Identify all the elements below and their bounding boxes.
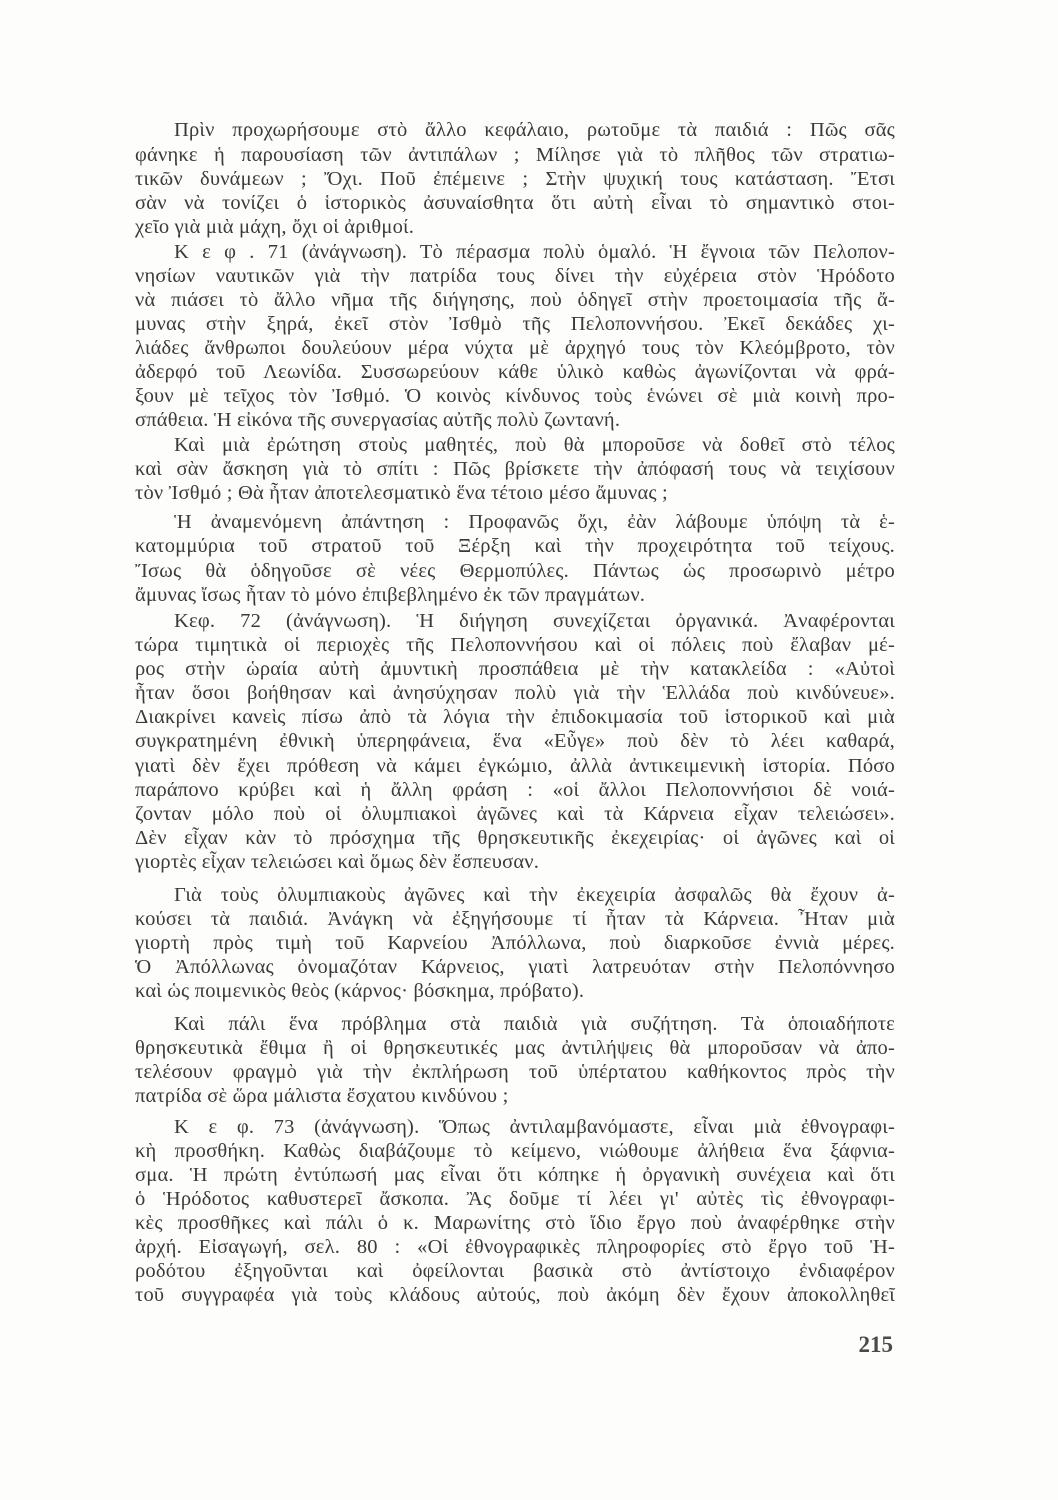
text-line: Διακρίνει κανεὶς πίσω ἀπὸ τὰ λόγια τὴν ἐπιδοκιμασία τοῦ ἱστορικοῦ καὶ μιὰ — [135, 706, 895, 728]
text-line: Καὶ πάλι ἕνα πρόβλημα στὰ παιδιὰ γιὰ συζήτηση. Τὰ ὁποιαδήποτε — [174, 1013, 895, 1035]
text-line: καὶ σὰν ἄσκηση γιὰ τὸ σπίτι : Πῶς βρίσκετε τὴν ἀπόφασή τους νὰ τειχίσουν — [135, 458, 895, 480]
page-number: 215 — [858, 1332, 893, 1357]
text-line: λιάδες ἄνθρωποι δουλεύουν μέρα νύχτα μὲ ἀρχηγό τους τὸν Κλεόμβροτο, τὸν — [135, 337, 895, 359]
text-line: τὸν Ἰσθμό ; Θὰ ἦταν ἀποτελεσματικὸ ἕνα τέτοιο μέσο ἄμυνας ; — [135, 482, 668, 504]
text-line: γιορτὴ πρὸς τιμὴ τοῦ Καρνείου Ἀπόλλωνα, ποὺ διαρκοῦσε ἐννιὰ μέρες. — [135, 932, 895, 954]
text-line: τώρα τιμητικὰ οἱ περιοχὲς τῆς Πελοποννήσου καὶ οἱ πόλεις ποὺ ἔλαβαν μέ- — [135, 634, 895, 656]
text-line: κὴ προσθήκη. Καθὼς διαβάζουμε τὸ κείμενο, νιώθουμε ἀλήθεια ἕνα ξάφνια- — [135, 1140, 895, 1162]
text-line: ζονταν μόλο ποὺ οἱ ὀλυμπιακοὶ ἀγῶνες καὶ τὰ Κάρνεια εἶχαν τελειώσει». — [135, 803, 895, 825]
text-line: σπάθεια. Ἡ εἰκόνα τῆς συνεργασίας αὐτῆς πολὺ ζωντανή. — [135, 409, 621, 431]
text-line: μυνας στὴν ξηρά, ἐκεῖ στὸν Ἰσθμὸ τῆς Πελοποννήσου. Ἐκεῖ δεκάδες χι- — [135, 313, 895, 335]
text-line: Γιὰ τοὺς ὀλυμπιακοὺς ἀγῶνες καὶ τὴν ἐκεχειρία ἀσφαλῶς θὰ ἔχουν ἀ- — [174, 884, 895, 906]
text-line: Ἡ ἀναμενόμενη ἀπάντηση : Προφανῶς ὄχι, ἐὰν λάβουμε ὑπόψη τὰ ἑ- — [174, 511, 895, 533]
text-line: ἀρχή. Εἰσαγωγή, σελ. 80 : «Οἱ ἐθνογραφικὲς πληροφορίες στὸ ἔργο τοῦ Ἡ- — [135, 1236, 895, 1258]
text-line: Κεφ. 72 (ἀνάγνωση). Ἡ διήγηση συνεχίζεται ὀργανικά. Ἀναφέρονται — [174, 610, 895, 632]
text-line: Κ ε φ. 73 (ἀνάγνωση). Ὅπως ἀντιλαμβανόμαστε, εἶναι μιὰ ἐθνογραφι- — [174, 1116, 895, 1138]
text-line: Κ ε φ . 71 (ἀνάγνωση). Τὸ πέρασμα πολὺ ὁμαλό. Ἡ ἔγνοια τῶν Πελοπον- — [174, 241, 895, 263]
text-line: χεῖο γιὰ μιὰ μάχη, ὄχι οἱ ἀριθμοί. — [135, 216, 415, 238]
text-line: νησίων ναυτικῶν γιὰ τὴν πατρίδα τους δίνει τὴν εὐχέρεια στὸν Ἡρόδοτο — [135, 265, 895, 287]
text-line: ὁ Ἡρόδοτος καθυστερεῖ ἄσκοπα. Ἂς δοῦμε τί λέει γι' αὐτὲς τὶς ἐθνογραφι- — [135, 1188, 895, 1210]
text-line: ἀδερφό τοῦ Λεωνίδα. Συσσωρεύουν κάθε ὑλικὸ καθὼς ἀγωνίζονται νὰ φρά- — [135, 361, 895, 383]
text-line: νὰ πιάσει τὸ ἄλλο νῆμα τῆς διήγησης, ποὺ ὁδηγεῖ στὴν προετοιμασία τῆς ἄ- — [135, 289, 895, 311]
text-line: κατομμύρια τοῦ στρατοῦ τοῦ Ξέρξη καὶ τὴν προχειρότητα τοῦ τείχους. — [135, 535, 895, 557]
text-line: τελέσουν φραγμὸ γιὰ τὴν ἐκπλήρωση τοῦ ὑπέρτατου καθήκοντος πρὸς τὴν — [135, 1061, 895, 1083]
text-line: τικῶν δυνάμεων ; Ὄχι. Ποῦ ἐπέμεινε ; Στὴν ψυχική τους κατάσταση. Ἔτσι — [135, 168, 895, 190]
text-line: τοῦ συγγραφέα γιὰ τοὺς κλάδους αὐτούς, ποὺ ἀκόμη δὲν ἔχουν ἀποκολληθεῖ — [135, 1284, 895, 1306]
text-line: σμα. Ἡ πρώτη ἐντύπωσή μας εἶναι ὅτι κόπηκε ἡ ὀργανικὴ συνέχεια καὶ ὅτι — [135, 1164, 895, 1186]
text-line: παράπονο κρύβει καὶ ἡ ἄλλη φράση : «οἱ ἄλλοι Πελοποννήσιοι δὲ νοιά- — [135, 779, 895, 801]
text-line: κούσει τὰ παιδιά. Ἀνάγκη νὰ ἐξηγήσουμε τί ἦταν τὰ Κάρνεια. Ἦταν μιὰ — [135, 908, 895, 930]
text-line: Δὲν εἶχαν κὰν τὸ πρόσχημα τῆς θρησκευτικῆς ἐκεχειρίας· οἱ ἀγῶνες καὶ οἱ — [135, 827, 895, 849]
text-line: γιορτὲς εἶχαν τελειώσει καὶ ὅμως δὲν ἔσπευσαν. — [135, 851, 540, 873]
text-line: γιατὶ δὲν ἔχει πρόθεση νὰ κάμει ἐγκώμιο, ἀλλὰ ἀντικειμενικὴ ἱστορία. Πόσο — [135, 755, 895, 777]
text-line: ἦταν ὅσοι βοήθησαν καὶ ἀνησύχησαν πολὺ γιὰ τὴν Ἑλλάδα ποὺ κινδύνευε». — [135, 682, 895, 704]
text-line: Ὁ Ἀπόλλωνας ὀνομαζόταν Κάρνειος, γιατὶ λατρευόταν στὴν Πελοπόννησο — [135, 956, 895, 978]
text-line: φάνηκε ἡ παρουσίαση τῶν ἀντιπάλων ; Μίλησε γιὰ τὸ πλῆθος τῶν στρατιω- — [135, 144, 895, 166]
text-line: πατρίδα σὲ ὥρα μάλιστα ἔσχατου κινδύνου ; — [135, 1085, 509, 1107]
text-line: Ἴσως θὰ ὁδηγοῦσε σὲ νέες Θερμοπύλες. Πάντως ὡς προσωρινὸ μέτρο — [135, 560, 895, 582]
text-line: Καὶ μιὰ ἐρώτηση στοὺς μαθητές, ποὺ θὰ μποροῦσε νὰ δοθεῖ στὸ τέλος — [174, 434, 895, 456]
text-line: ἄμυνας ἴσως ἦταν τὸ μόνο ἐπιβεβλημένο ἐκ τῶν πραγμάτων. — [135, 584, 646, 606]
text-line: συγκρατημένη ἐθνικὴ ὑπερηφάνεια, ἕνα «Εὖγε» ποὺ δὲν τὸ λέει καθαρά, — [135, 730, 895, 752]
text-line: καὶ ὡς ποιμενικὸς θεὸς (κάρνος· βόσκημα, πρόβατο). — [135, 980, 585, 1002]
text-line: Πρὶν προχωρήσουμε στὸ ἄλλο κεφάλαιο, ρωτοῦμε τὰ παιδιά : Πῶς σᾶς — [174, 119, 895, 141]
text-line: σὰν νὰ τονίζει ὁ ἱστορικὸς ἀσυναίσθητα ὅτι αὐτὴ εἶναι τὸ σημαντικὸ στοι- — [135, 192, 895, 214]
text-line: κὲς προσθῆκες καὶ πάλι ὁ κ. Μαρωνίτης στὸ ἴδιο ἔργο ποὺ ἀναφέρθηκε στὴν — [135, 1212, 895, 1234]
text-line: ροδότου ἐξηγοῦνται καὶ ὀφείλονται βασικὰ στὸ ἀντίστοιχο ἐνδιαφέρον — [135, 1260, 895, 1282]
text-line: θρησκευτικὰ ἔθιμα ἢ οἱ θρησκευτικές μας ἀντιλήψεις θὰ μποροῦσαν νὰ ἀπο- — [135, 1037, 895, 1059]
text-line: ρος στὴν ὡραία αὐτὴ ἀμυντικὴ προσπάθεια μὲ τὴν κατακλείδα : «Αὐτοὶ — [135, 658, 895, 680]
text-line: ξουν μὲ τεῖχος τὸν Ἰσθμό. Ὁ κοινὸς κίνδυνος τοὺς ἑνώνει σὲ μιὰ κοινὴ προ- — [135, 385, 895, 407]
